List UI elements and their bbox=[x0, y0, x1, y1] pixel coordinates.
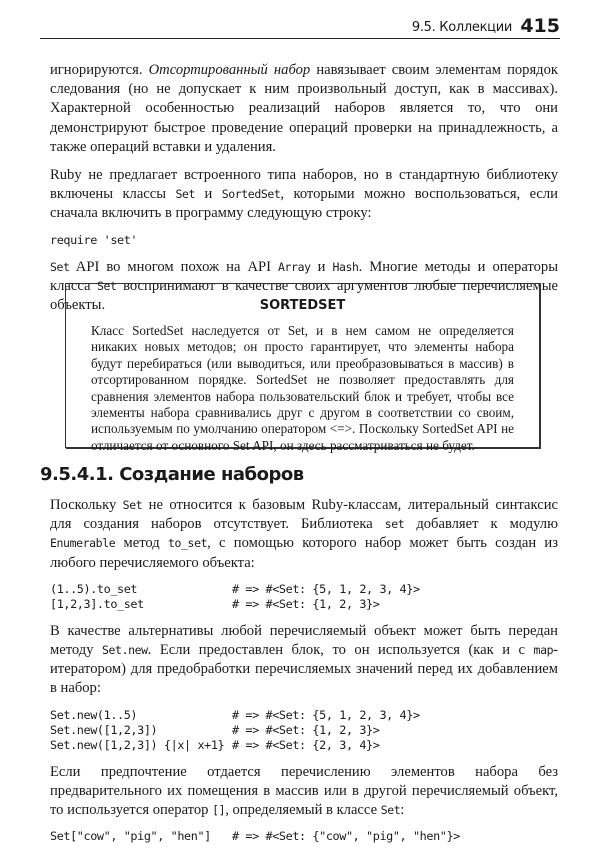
emphasis: Отсортированный набор bbox=[148, 62, 311, 78]
text-run: В качестве альтернативы любой перечисляемый объект может быть передан методу bbox=[50, 622, 558, 659]
text-run: . Многие методы и операторы класса bbox=[50, 258, 559, 294]
code-require: require 'set' bbox=[50, 232, 138, 247]
code-line bbox=[50, 597, 558, 612]
code-block bbox=[50, 708, 558, 753]
code-expression: (1..5).to_set bbox=[50, 581, 138, 596]
code-result-comment: # => #<Set: {5, 1, 2, 3, 4}> bbox=[232, 707, 420, 722]
inline-code: Set bbox=[96, 278, 117, 293]
code-line bbox=[50, 708, 558, 723]
code-result-comment: # => #<Set: {1, 2, 3}> bbox=[232, 596, 380, 611]
text-run: , определяемый в классе bbox=[225, 802, 381, 819]
code-line bbox=[50, 723, 558, 738]
section-heading: 9.5.4.1. Создание наборов bbox=[40, 464, 304, 485]
code-result-comment: # => #<Set: {"cow", "pig", "hen"}> bbox=[232, 829, 460, 844]
code-block bbox=[50, 582, 558, 612]
code-result-comment: # => #<Set: {5, 1, 2, 3, 4}> bbox=[232, 581, 420, 596]
code-line bbox=[50, 738, 558, 753]
running-header bbox=[40, 14, 560, 39]
paragraph bbox=[50, 622, 558, 699]
inline-code: Enumerable bbox=[50, 536, 116, 551]
text-run: . Если предоставлен блок, то он используется (как и с bbox=[147, 642, 534, 659]
text-run: добавляет к модулю bbox=[404, 516, 558, 533]
sidebar-title: SORTEDSET bbox=[259, 298, 346, 313]
text-run: и bbox=[195, 186, 222, 203]
text-run: не относится к базовым Ruby-классам, литеральный синтаксис для создания наборов отсутствует. Библиотека bbox=[50, 497, 558, 533]
text-run: и bbox=[310, 258, 333, 275]
page-number: 415 bbox=[520, 15, 560, 37]
inline-code: Set bbox=[380, 803, 401, 818]
code-line bbox=[50, 829, 558, 844]
code-expression: Set.new([1,2,3]) {|x| x+1} bbox=[50, 737, 225, 752]
inline-code: Hash bbox=[332, 259, 359, 274]
inline-code: map bbox=[533, 643, 554, 658]
paragraph bbox=[50, 763, 558, 821]
code-block bbox=[50, 829, 558, 844]
inline-code: Set bbox=[175, 187, 196, 202]
text-run: воспринимают в качестве своих аргументов любые перечисляемые объекты. bbox=[50, 277, 558, 314]
text-run: навязывает своим элементам порядок следования (но не допускает к ним произвольный доступ, как в массивах). Характерной особенностью реализаций наборов является то, что они демонстрируют быстрое проведение операций проверки на принадлежность, а также операций вставки и удаления. bbox=[50, 62, 558, 155]
code-line bbox=[50, 582, 558, 597]
inline-code: SortedSet bbox=[221, 187, 281, 202]
sidebar-box bbox=[65, 283, 540, 453]
section-body bbox=[50, 496, 558, 854]
inline-code: to_set bbox=[167, 536, 208, 551]
text-run: Поскольку bbox=[50, 497, 123, 513]
paragraph bbox=[50, 496, 558, 573]
code-result-comment: # => #<Set: {1, 2, 3}> bbox=[232, 722, 380, 737]
inline-code: [] bbox=[212, 803, 226, 818]
text-run: игнорируются. bbox=[50, 62, 149, 78]
inline-code: Array bbox=[278, 259, 311, 274]
code-expression: Set.new(1..5) bbox=[50, 707, 138, 722]
code-expression: [1,2,3].to_set bbox=[50, 596, 144, 611]
code-expression: Set["cow", "pig", "hen"] bbox=[50, 829, 211, 844]
text-run: API во многом похож на API bbox=[69, 258, 278, 275]
text-run: : bbox=[400, 802, 405, 819]
text-run: , с помощью которого набор может быть создан из любого перечисляемого объекта: bbox=[50, 535, 559, 571]
paragraph bbox=[50, 61, 558, 157]
code-result-comment: # => #<Set: {2, 3, 4}> bbox=[232, 737, 380, 752]
section-title: 9.5. Коллекции bbox=[411, 20, 512, 35]
text-run: Ruby не предлагает встроенного типа наборов, но в стандартную библиотеку включены классы bbox=[50, 167, 558, 203]
sidebar-text: Класс SortedSet наследуется от Set, и в нем самом не определяется никаких новых методов; он просто гарантирует, что элементы набора будут перебираться (или выводиться, или преобразовываться в массив) в отсортированном порядке. SortedSet не позволяет предоставлять для сравнения элементов набора пользовательский блок и требует, чтобы все элементы набора сравнивались друг с другом в соответствии со своим, используемым по умолчанию оператором <=>. Поскольку SortedSet API не отличается от основного Set API, он здесь рассматриваться не будет. bbox=[91, 323, 514, 453]
inline-code: Set.new bbox=[102, 643, 148, 658]
inline-code: Set bbox=[122, 498, 143, 512]
text-run: -итератором) для предобработки перечисляемых значений перед их добавлением в набор: bbox=[50, 642, 558, 697]
code-expression: Set.new([1,2,3]) bbox=[50, 722, 158, 737]
text-run: , которыми можно воспользоваться, если сначала включить в программу следующую строку: bbox=[50, 186, 558, 222]
text-run: метод bbox=[115, 535, 168, 552]
paragraph bbox=[50, 166, 558, 224]
inline-code: Set bbox=[50, 259, 70, 274]
inline-code: set bbox=[384, 517, 405, 532]
text-run: Если предпочтение отдается перечислению элементов набора без предварительного их помещения в массив или в другой перечисляемый объект, то используется оператор bbox=[50, 763, 558, 819]
